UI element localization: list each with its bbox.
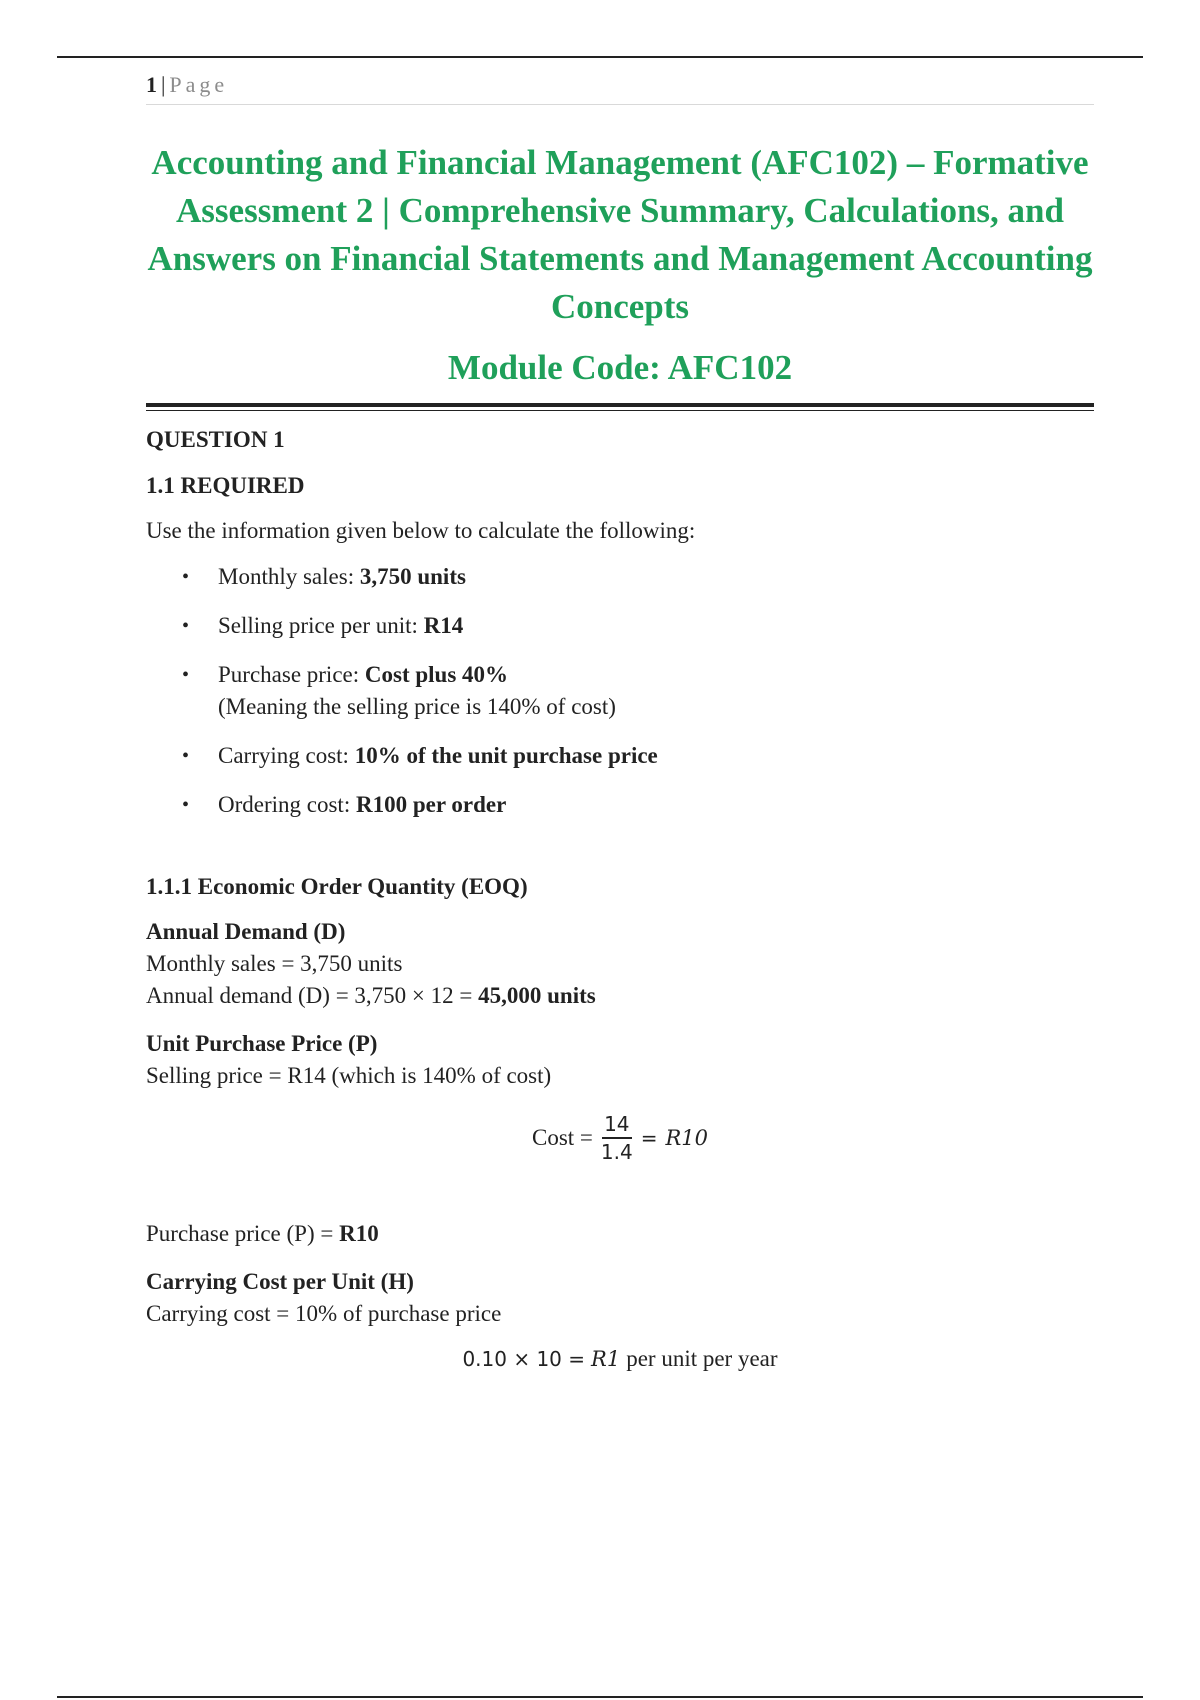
list-item-note: (Meaning the selling price is 140% of cost): [218, 694, 616, 719]
list-item: • Monthly sales: 3,750 units: [182, 564, 466, 589]
top-rule: [57, 56, 1143, 58]
cost-fraction: $\frac{14}{1.4}$: [600, 1112, 633, 1164]
required-heading: 1.1 REQUIRED: [146, 473, 305, 498]
page-label: Page: [169, 72, 229, 97]
purchase-price-line: Purchase price (P) = R10: [146, 1221, 379, 1246]
carrying-cost-block: [146, 1266, 1094, 1372]
given-info-list: [146, 561, 1094, 821]
list-item: • Purchase price: Cost plus 40% (Meaning the selling price is 140% of cost): [182, 662, 616, 719]
cost-formula-lhs: Cost =: [531, 1125, 593, 1150]
unit-price-block: [146, 1028, 1094, 1250]
question-heading: QUESTION 1: [146, 427, 285, 452]
unit-price-line1: Selling price = R14 (which is 140% of cost): [146, 1063, 552, 1088]
list-item: • Selling price per unit: R14: [182, 613, 464, 638]
list-item: • Ordering cost: R100 per order: [182, 792, 507, 817]
page-header: [146, 72, 1094, 105]
annual-demand-block: [146, 916, 1094, 1012]
eoq-heading: 1.1.1 Economic Order Quantity (EOQ): [146, 874, 528, 899]
annual-demand-heading: Annual Demand (D): [146, 919, 346, 944]
unit-price-heading: Unit Purchase Price (P): [146, 1031, 378, 1056]
document-title: Accounting and Financial Management (AFC102) – Formative Assessment 2 | Comprehensive Summary, Calculations, and Answers on Financial Statements and Management Accounting Concepts: [147, 143, 1093, 326]
carrying-cost-line1: Carrying cost = 10% of purchase price: [146, 1301, 502, 1326]
list-item: • Carrying cost: 10% of the unit purchase price: [182, 743, 658, 768]
annual-demand-line2: Annual demand (D) = 3,750 × 12 = 45,000 units: [146, 983, 596, 1008]
page-separator: |: [161, 72, 166, 97]
annual-demand-line1: Monthly sales = 3,750 units: [146, 951, 403, 976]
page-content: [146, 72, 1094, 1372]
title-double-rule: [146, 403, 1094, 411]
carrying-cost-heading: Carrying Cost per Unit (H): [146, 1269, 414, 1294]
cost-formula-result: R10: [665, 1126, 709, 1150]
bottom-rule: [57, 1696, 1143, 1698]
module-code: Module Code: AFC102: [447, 348, 793, 387]
intro-text: Use the information given below to calculate the following:: [146, 518, 696, 543]
cost-formula: Cost = $\frac{14}{1.4}$ = R10: [531, 1112, 709, 1164]
carrying-formula: 0.10 × 10 = R1 per unit per year: [462, 1346, 778, 1371]
page-number: 1: [146, 72, 157, 97]
